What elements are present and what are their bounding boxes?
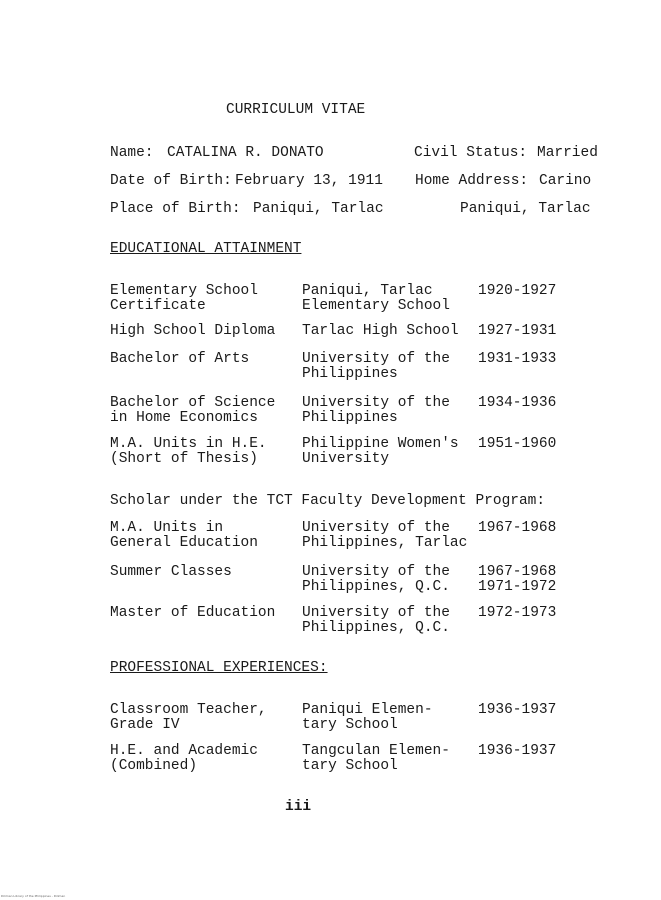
cell-line: 1967-1968: [478, 520, 557, 536]
cell-line: University of the: [302, 520, 450, 536]
professional-heading: PROFESSIONAL EXPERIENCES:: [110, 660, 328, 676]
cell-line: 1951-1960: [478, 436, 557, 452]
home-address-label: Home Address:: [415, 173, 529, 189]
cell-line: H.E. and Academic: [110, 743, 258, 759]
cell-line: Tangculan Elemen-: [302, 743, 450, 759]
place-of-birth-label: Place of Birth:: [110, 201, 241, 217]
education-row-institution: [302, 352, 450, 382]
cell-line: High School Diploma: [110, 323, 276, 339]
date-of-birth-value: February 13, 1911: [235, 173, 383, 189]
civil-status-label: Civil Status:: [414, 145, 528, 161]
date-of-birth-label: Date of Birth:: [110, 173, 232, 189]
cell-line: 1934-1936: [478, 395, 557, 411]
cell-line: University of the: [302, 351, 450, 367]
cell-line: (Combined): [110, 758, 198, 774]
cell-line: M.A. Units in: [110, 520, 224, 536]
experience-row-institution: [302, 703, 433, 733]
cell-line: General Education: [110, 535, 258, 551]
cell-line: University of the: [302, 564, 450, 580]
cell-line: 1931-1933: [478, 351, 557, 367]
civil-status-value: Married: [537, 145, 598, 161]
education-row-item: [110, 352, 249, 367]
cell-line: tary School: [302, 717, 398, 733]
scholar-row-item: [110, 521, 258, 551]
cell-line: 1936-1937: [478, 743, 557, 759]
home-address-line-1: Carino: [539, 173, 592, 189]
cell-line: Classroom Teacher,: [110, 702, 267, 718]
cell-line: Philippines: [302, 410, 398, 426]
cell-line: Philippines: [302, 366, 398, 382]
home-address-line-2: Paniqui, Tarlac: [460, 201, 591, 217]
place-of-birth-value: Paniqui, Tarlac: [253, 201, 384, 217]
education-row-years: [478, 352, 556, 367]
cell-line: Elementary School: [302, 298, 450, 314]
education-row-years: [478, 437, 556, 452]
name-value: CATALINA R. DONATO: [167, 145, 324, 161]
education-row-item: [110, 324, 275, 339]
cell-line: Paniqui Elemen-: [302, 702, 433, 718]
scholar-row-institution: [302, 606, 450, 636]
cell-line: 1927-1931: [478, 323, 557, 339]
cell-line: University of the: [302, 395, 450, 411]
page-number: iii: [285, 799, 312, 815]
scholar-row-item: [110, 606, 275, 621]
cell-line: Grade IV: [110, 717, 180, 733]
scholar-line: Scholar under the TCT Faculty Development Program:: [110, 493, 546, 509]
scholar-row-years: [478, 565, 556, 595]
experience-row-item: [110, 703, 267, 733]
cell-line: Master of Education: [110, 605, 276, 621]
cell-line: Philippines, Q.C.: [302, 579, 450, 595]
cell-line: 1972-1973: [478, 605, 557, 621]
document-title: CURRICULUM VITAE: [226, 102, 366, 118]
cell-line: University of the: [302, 605, 450, 621]
cell-line: Philippine Women's: [302, 436, 459, 452]
education-row-institution: [302, 324, 459, 339]
experience-row-item: [110, 744, 258, 774]
name-label: Name:: [110, 145, 154, 161]
scholar-row-years: [478, 521, 556, 536]
education-heading: EDUCATIONAL ATTAINMENT: [110, 241, 302, 257]
education-row-item: [110, 396, 275, 426]
education-row-years: [478, 284, 556, 299]
cell-line: tary School: [302, 758, 398, 774]
education-row-item: [110, 437, 267, 467]
cell-line: Summer Classes: [110, 564, 232, 580]
experience-row-institution: [302, 744, 450, 774]
scholar-row-institution: [302, 565, 450, 595]
experience-row-years: [478, 744, 556, 759]
cell-line: 1920-1927: [478, 283, 557, 299]
education-row-item: [110, 284, 258, 314]
cell-line: M.A. Units in H.E.: [110, 436, 267, 452]
scholar-row-institution: [302, 521, 467, 551]
education-row-institution: [302, 396, 450, 426]
cell-line: 1971-1972: [478, 579, 557, 595]
cell-line: Bachelor of Arts: [110, 351, 250, 367]
cell-line: Elementary School: [110, 283, 258, 299]
cell-line: Bachelor of Science: [110, 395, 276, 411]
cell-line: 1936-1937: [478, 702, 557, 718]
cell-line: (Short of Thesis): [110, 451, 258, 467]
cell-line: in Home Economics: [110, 410, 258, 426]
scholar-row-years: [478, 606, 556, 621]
cell-line: Certificate: [110, 298, 206, 314]
cell-line: Tarlac High School: [302, 323, 459, 339]
footnote: Diliman Library of the Philippines - Diliman: [1, 894, 66, 898]
cell-line: University: [302, 451, 390, 467]
cell-line: Philippines, Q.C.: [302, 620, 450, 636]
education-row-years: [478, 324, 556, 339]
scholar-row-item: [110, 565, 232, 580]
cell-line: Philippines, Tarlac: [302, 535, 468, 551]
education-row-institution: [302, 284, 450, 314]
cell-line: Paniqui, Tarlac: [302, 283, 433, 299]
education-row-institution: [302, 437, 459, 467]
cell-line: 1967-1968: [478, 564, 557, 580]
experience-row-years: [478, 703, 556, 718]
education-row-years: [478, 396, 556, 411]
